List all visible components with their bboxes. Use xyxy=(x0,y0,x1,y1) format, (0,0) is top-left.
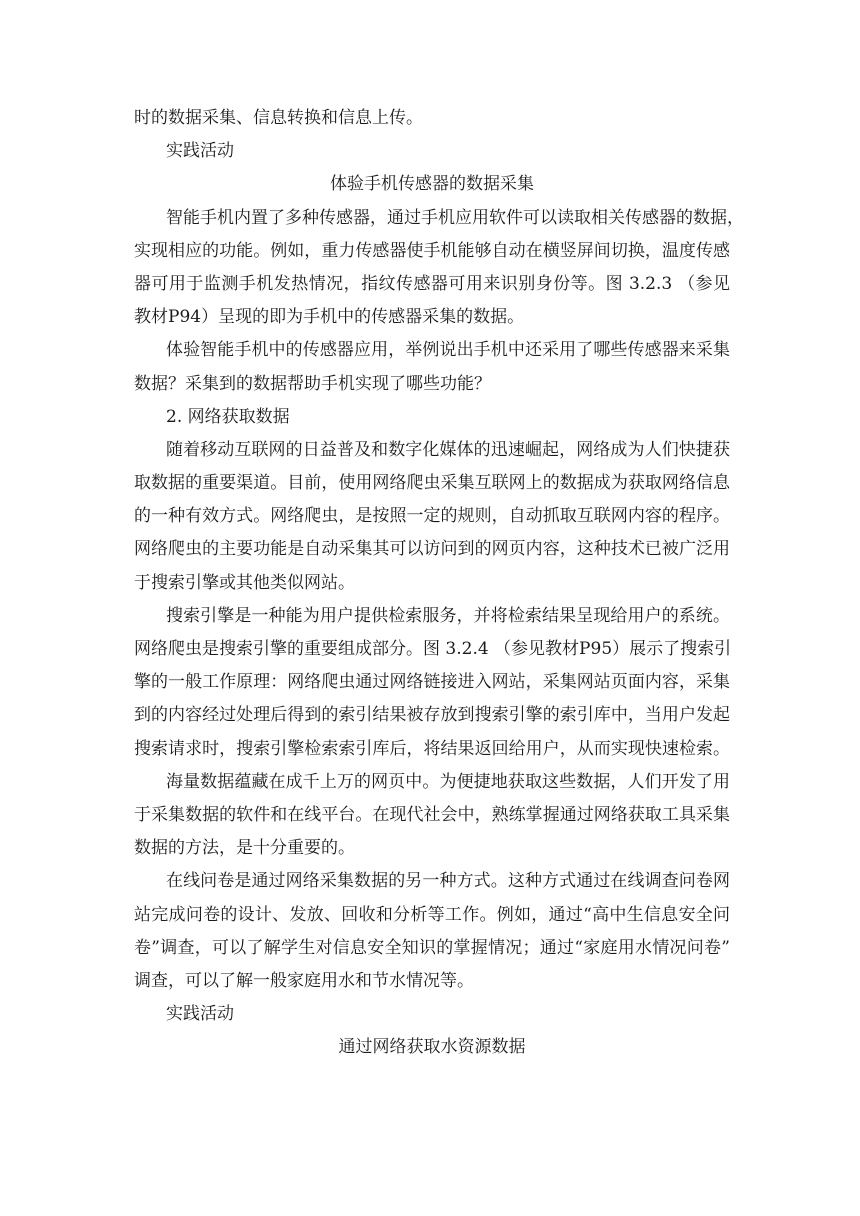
paragraph-line: 于搜索引擎或其他类似网站。 xyxy=(134,572,355,593)
paragraph-line: 调查，可以了解一般家庭用水和节水情况等。 xyxy=(134,970,474,991)
paragraph-line: 擎的一般工作原理：网络爬虫通过网络链接进入网站，采集网站页面内容，采集 xyxy=(134,672,730,693)
document-page xyxy=(134,102,744,1064)
paragraph-line: 在线问卷是通过网络采集数据的另一种方式。这种方式通过在线调查问卷网 xyxy=(166,871,730,892)
section-heading: 2. 网络获取数据 xyxy=(166,406,290,427)
paragraph-line: 网络爬虫是搜索引擎的重要组成部分。图 3.2.4 （参见教材P95）展示了搜索引 xyxy=(134,639,732,659)
section-label-practice: 实践活动 xyxy=(166,1004,234,1025)
paragraph-line: 随着移动互联网的日益普及和数字化媒体的迅速崛起，网络成为人们快捷获 xyxy=(166,439,730,460)
paragraph-line: 器可用于监测手机发热情况，指纹传感器可用来识别身份等。图 3.2.3 （参见 xyxy=(134,273,730,294)
paragraph-line: 到的内容经过处理后得到的索引结果被存放到搜索引擎的索引库中，当用户发起 xyxy=(134,705,730,726)
paragraph-line: 数据的方法，是十分重要的。 xyxy=(134,838,355,859)
text-line: 时的数据采集、信息转换和信息上传。 xyxy=(134,108,423,128)
section-label-practice: 实践活动 xyxy=(166,141,234,162)
paragraph-line: 数据？采集到的数据帮助手机实现了哪些功能？ xyxy=(134,373,491,394)
paragraph-line: 搜索请求时，搜索引擎检索索引库后，将结果返回给用户，从而实现快速检索。 xyxy=(134,738,730,759)
paragraph-line: 海量数据蕴藏在成千上万的网页中。为便捷地获取这些数据，人们开发了用 xyxy=(166,771,730,792)
activity-title: 体验手机传感器的数据采集 xyxy=(330,174,534,195)
paragraph-line: 体验智能手机中的传感器应用，举例说出手机中还采用了哪些传感器来采集 xyxy=(166,340,730,361)
paragraph-line: 搜索引擎是一种能为用户提供检索服务，并将检索结果呈现给用户的系统。 xyxy=(166,605,730,626)
paragraph-line: 智能手机内置了多种传感器，通过手机应用软件可以读取相关传感器的数据， xyxy=(166,207,744,228)
paragraph-line: 取数据的重要渠道。目前，使用网络爬虫采集互联网上的数据成为获取网络信息 xyxy=(134,473,730,494)
paragraph-line: 站完成问卷的设计、发放、回收和分析等工作。例如，通过“高中生信息安全问 xyxy=(134,904,730,925)
paragraph-line: 实现相应的功能。例如，重力传感器使手机能够自动在横竖屏间切换，温度传感 xyxy=(134,240,730,261)
paragraph-line: 教材P94）呈现的即为手机中的传感器采集的数据。 xyxy=(134,307,525,328)
paragraph-line: 卷”调查，可以了解学生对信息安全知识的掌握情况；通过“家庭用水情况问卷” xyxy=(134,937,730,958)
paragraph-line: 的一种有效方式。网络爬虫，是按照一定的规则，自动抓取互联网内容的程序。 xyxy=(134,506,730,527)
paragraph-line: 于采集数据的软件和在线平台。在现代社会中，熟练掌握通过网络获取工具采集 xyxy=(134,804,730,825)
paragraph-line: 网络爬虫的主要功能是自动采集其可以访问到的网页内容，这种技术已被广泛用 xyxy=(134,539,730,560)
activity-title: 通过网络获取水资源数据 xyxy=(338,1037,526,1058)
